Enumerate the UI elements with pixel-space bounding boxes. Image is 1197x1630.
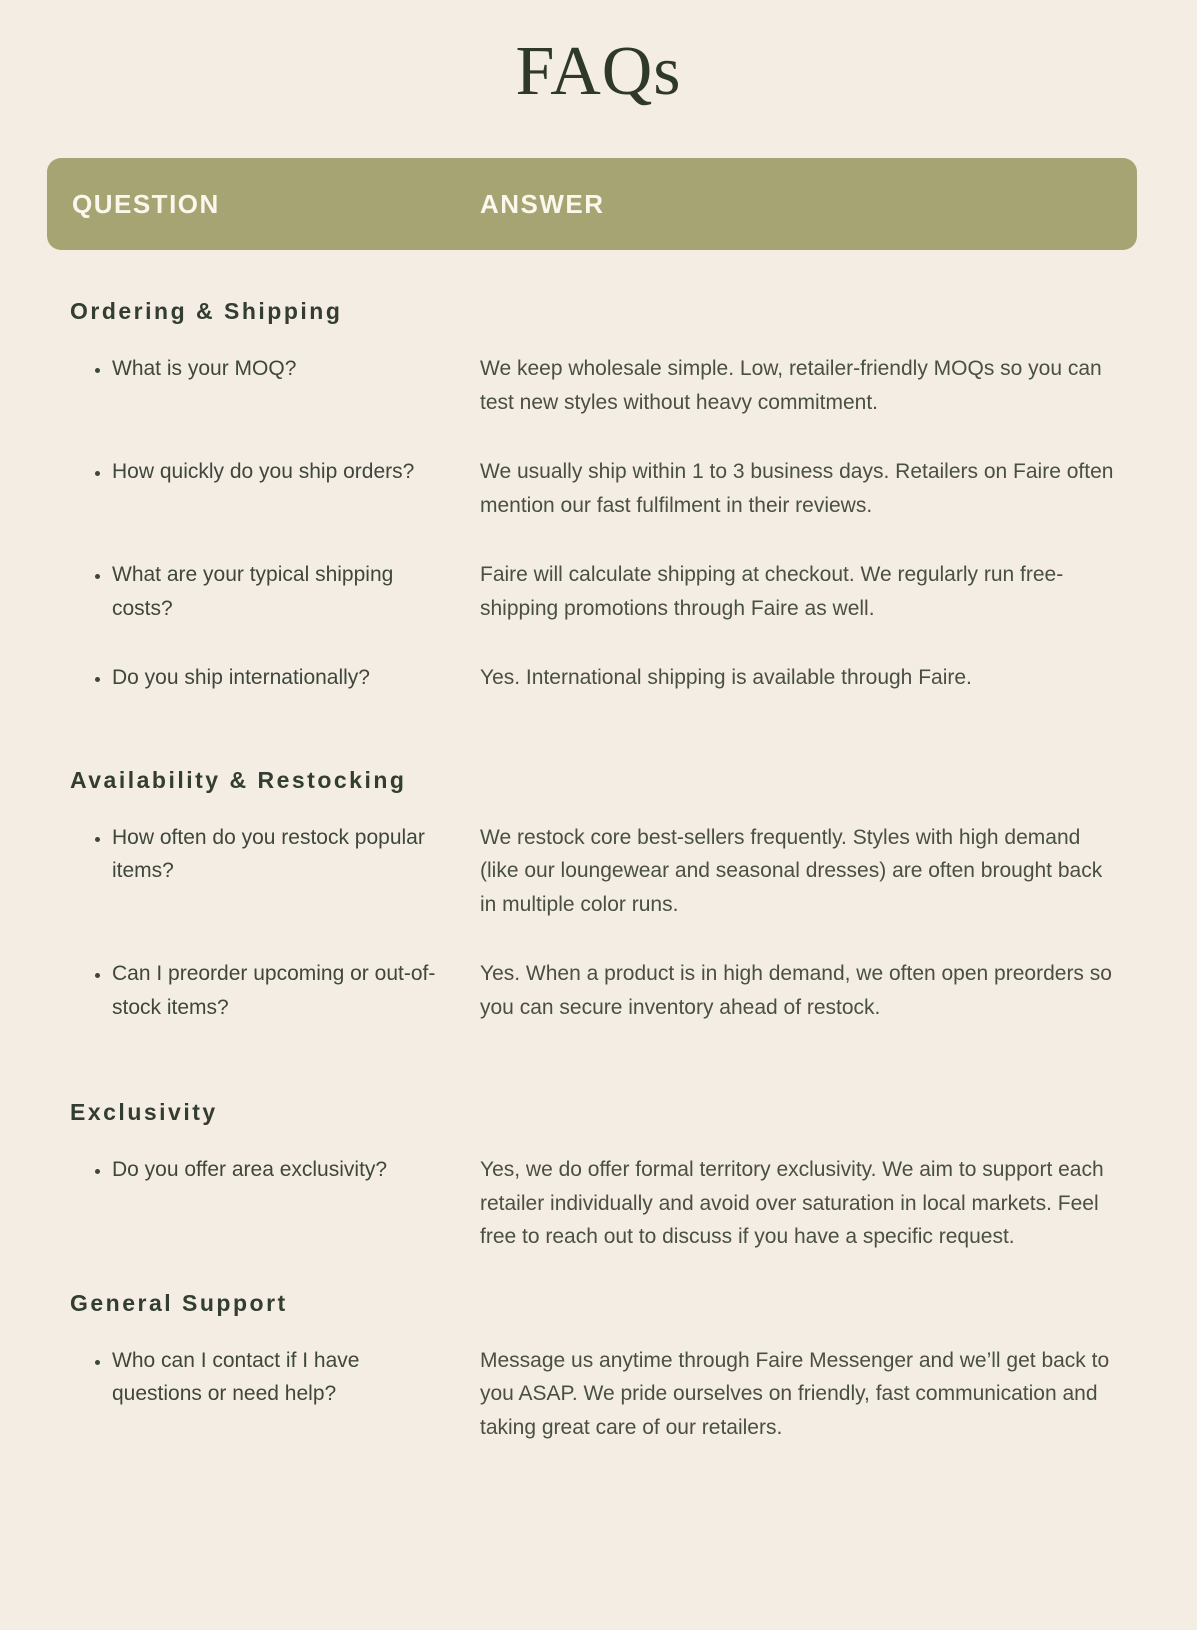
question-cell — [70, 821, 480, 888]
section-general-support — [70, 1288, 1127, 1445]
faq-row — [70, 661, 1127, 695]
faq-row — [70, 1153, 1127, 1254]
faq-answer: We restock core best-sellers frequently. Styles with high demand (like our loungewear and seasonal dresses) are often brought back in multiple color runs. — [480, 825, 1103, 916]
section-ordering-shipping — [70, 296, 1127, 695]
faq-answer: Message us anytime through Faire Messenger and we’ll get back to you ASAP. We pride ourselves on friendly, fast communication and taking great care of our retailers. — [480, 1348, 1110, 1439]
section-heading: Exclusivity — [70, 1099, 218, 1125]
page-title: FAQs — [515, 33, 682, 110]
answer-column-header: ANSWER — [480, 188, 605, 219]
faq-row — [70, 455, 1127, 522]
faq-row — [70, 821, 1127, 922]
faq-content — [0, 296, 1197, 1444]
question-column-header: QUESTION — [72, 188, 220, 219]
question-cell — [70, 1344, 480, 1411]
faq-row — [70, 957, 1127, 1024]
question-cell — [70, 661, 480, 695]
faq-question: • How quickly do you ship orders? — [112, 455, 444, 489]
faq-question: • Can I preorder upcoming or out-of-stock items? — [112, 957, 444, 1024]
section-exclusivity — [70, 1097, 1127, 1254]
question-cell — [70, 558, 480, 625]
faq-question: • What is your MOQ? — [112, 352, 444, 386]
question-cell — [70, 352, 480, 386]
faq-row — [70, 1344, 1127, 1445]
faq-question: • What are your typical shipping costs? — [112, 558, 444, 625]
section-heading: Availability & Restocking — [70, 766, 407, 793]
faq-row — [70, 352, 1127, 419]
faq-question: • Do you ship internationally? — [112, 661, 444, 695]
faq-page — [0, 34, 1197, 1444]
question-cell — [70, 1153, 480, 1187]
table-header-bar — [47, 158, 1137, 250]
section-heading: General Support — [70, 1289, 288, 1316]
faq-answer: We keep wholesale simple. Low, retailer-friendly MOQs so you can test new styles without heavy commitment. — [480, 357, 1102, 414]
faq-answer: Faire will calculate shipping at checkout. We regularly run free-shipping promotions through Faire as well. — [480, 563, 1064, 620]
faq-answer: Yes. When a product is in high demand, we often open preorders so you can secure inventory ahead of restock. — [480, 962, 1112, 1019]
faq-question: • Do you offer area exclusivity? — [112, 1153, 444, 1187]
faq-answer: Yes. International shipping is available through Faire. — [480, 666, 972, 689]
question-cell — [70, 957, 480, 1024]
question-cell — [70, 455, 480, 489]
faq-answer: Yes, we do offer formal territory exclusivity. We aim to support each retailer individually and avoid over saturation in local markets. Feel free to reach out to discuss if you have a specific request. — [480, 1158, 1104, 1248]
faq-row — [70, 558, 1127, 625]
faq-answer: We usually ship within 1 to 3 business days. Retailers on Faire often mention our fast fulfilment in their reviews. — [480, 460, 1114, 517]
section-heading: Ordering & Shipping — [70, 298, 343, 324]
faq-question: • How often do you restock popular items? — [112, 821, 444, 888]
faq-question: • Who can I contact if I have questions or need help? — [112, 1344, 444, 1411]
section-availability-restocking — [70, 765, 1127, 1025]
